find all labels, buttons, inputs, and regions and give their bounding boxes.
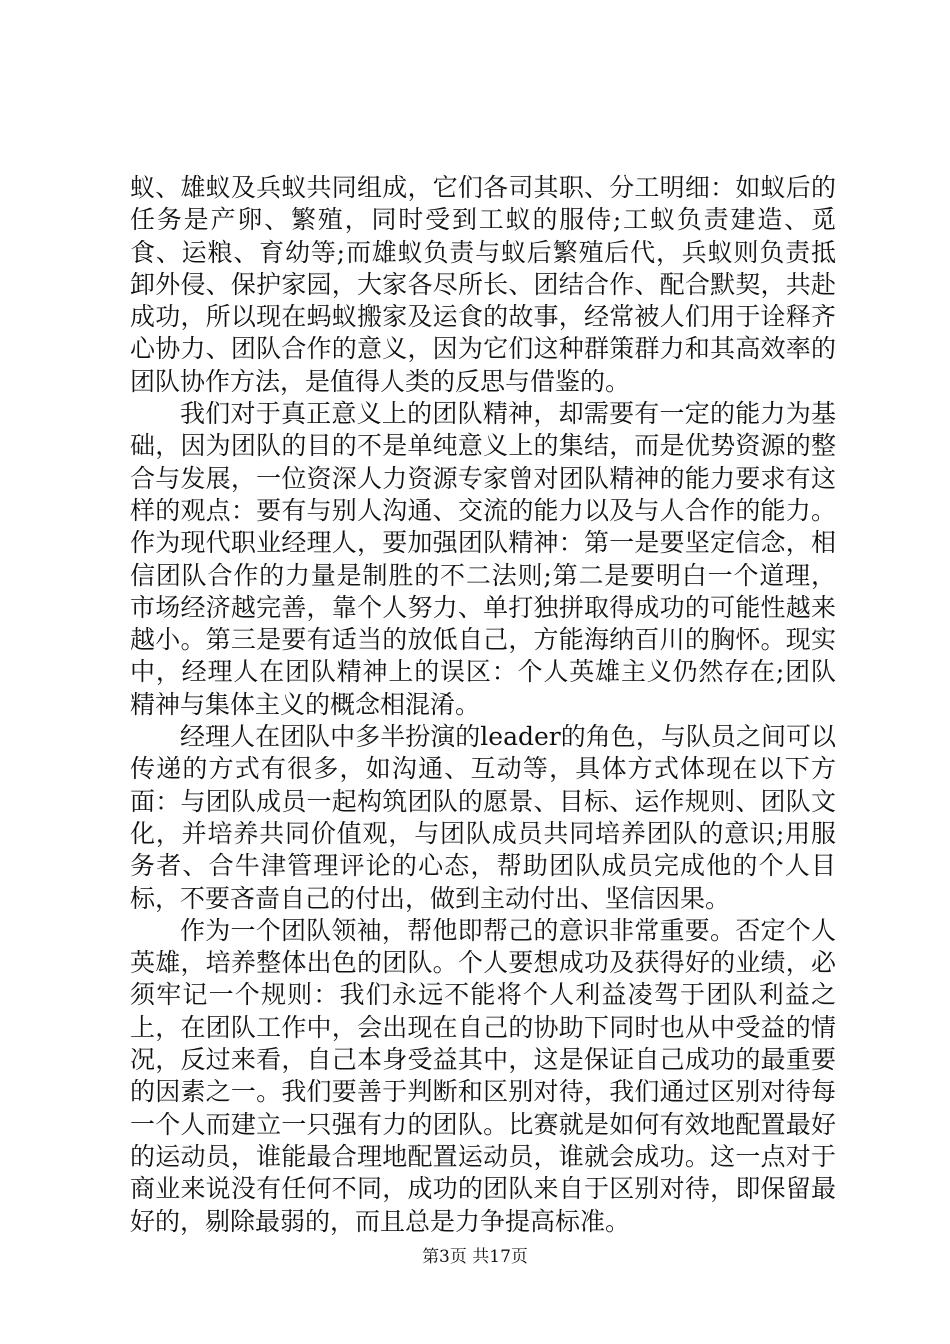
document-body bbox=[130, 172, 836, 1238]
paragraph-3: 经理人在团队中多半扮演的leader的角色，与队员之间可以传递的方式有很多，如沟通、互动等，具体方式体现在以下方面：与团队成员一起构筑团队的愿景、目标、运作规则、团队文化，并培养共同价值观，与团队成员共同培养团队的意识;用服务者、合牛津管理评论的心态，帮助团队成员完成他的个人目标，不要吝啬自己的付出，做到主动付出、坚信因果。 bbox=[130, 722, 836, 913]
paragraph-1: 蚁、雄蚁及兵蚁共同组成，它们各司其职、分工明细：如蚁后的任务是产卵、繁殖，同时受到工蚁的服侍;工蚁负责建造、觅食、运粮、育幼等;而雄蚁负责与蚁后繁殖后代，兵蚁则负责抵卸外侵、保护家园，大家各尽所长、团结合作、配合默契，共赴成功，所以现在蚂蚁搬家及运食的故事，经常被人们用于诠释齐心协力、团队合作的意义，因为它们这种群策群力和其高效率的团队协作方法，是值得人类的反思与借鉴的。 bbox=[130, 173, 836, 396]
paragraph-4: 作为一个团队领袖，帮他即帮己的意识非常重要。否定个人英雄，培养整体出色的团队。个人要想成功及获得好的业绩，必须牢记一个规则：我们永远不能将个人利益凌驾于团队利益之上，在团队工作中，会出现在自己的协助下同时也从中受益的情况，反过来看，自己本身受益其中，这是保证自己成功的最重要的因素之一。我们要善于判断和区别对待，我们通过区别对待每一个人而建立一只强有力的团队。比赛就是如何有效地配置最好的运动员，谁能最合理地配置运动员，谁就会成功。这一点对于商业来说没有任何不同，成功的团队来自于区别对待，即保留最好的，剔除最弱的，而且总是力争提高标准。 bbox=[130, 915, 836, 1236]
page-footer: 第3页 共17页 bbox=[422, 1247, 528, 1267]
paragraph-2: 我们对于真正意义上的团队精神，却需要有一定的能力为基础，因为团队的目的不是单纯意义上的集结，而是优势资源的整合与发展，一位资深人力资源专家曾对团队精神的能力要求有这样的观点：要有与别人沟通、交流的能力以及与人合作的能力。作为现代职业经理人，要加强团队精神：第一是要坚定信念，相信团队合作的力量是制胜的不二法则;第二是要明白一个道理，市场经济越完善，靠个人努力、单打独拼取得成功的可能性越来越小。第三是要有适当的放低自己，方能海纳百川的胸怀。现实中，经理人在团队精神上的误区：个人英雄主义仍然存在;团队精神与集体主义的概念相混淆。 bbox=[130, 399, 836, 719]
